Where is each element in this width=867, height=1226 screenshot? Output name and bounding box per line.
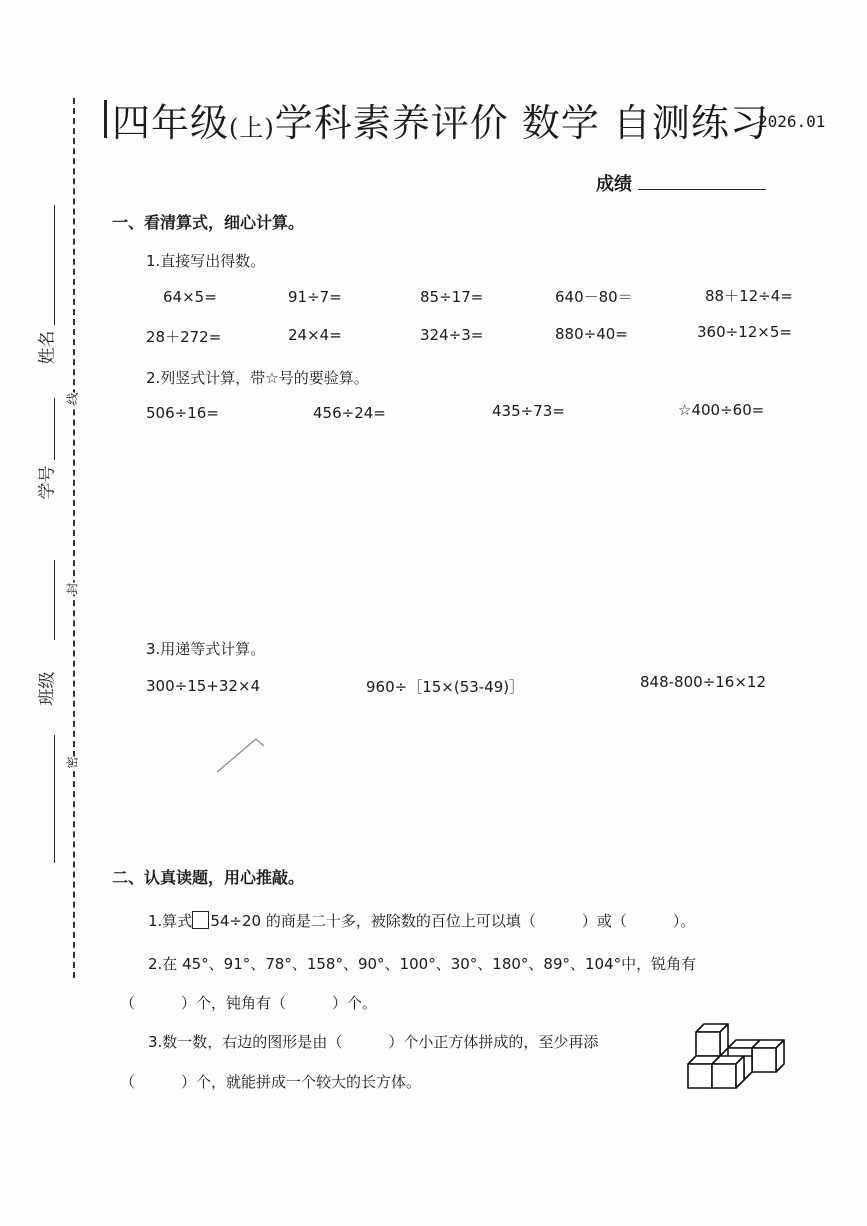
binding-dashed-line: [73, 98, 75, 978]
s2-q3-d: ）个，就能拼成一个较大的长方体。: [181, 1073, 422, 1091]
s2-q1-prefix: 1.算式: [148, 912, 193, 930]
s2-q1-end: ）。: [672, 912, 696, 930]
s2-question-3-line2: [120, 1071, 421, 1092]
q1-label: 1.直接写出得数。: [146, 252, 266, 270]
s2-question-3-line1: [148, 1031, 598, 1052]
section2-heading: 二、认真读题，用心推敲。: [112, 868, 305, 887]
calc-item: 85÷17=: [420, 288, 484, 306]
vertical-calc-item: 456÷24=: [313, 404, 386, 422]
calc-item: 28＋272=: [146, 328, 222, 346]
calc-item: 324÷3=: [420, 326, 484, 344]
s2-q3-c: （: [120, 1073, 136, 1091]
calc-item: 360÷12×5=: [697, 323, 792, 341]
number-blank-line: [54, 398, 55, 460]
vertical-calc-item: 506÷16=: [146, 404, 219, 422]
calc-item: 880÷40=: [555, 325, 628, 343]
s2-question-1: [148, 910, 695, 931]
title-grade: 四年级: [112, 101, 230, 145]
s2-question-2-line2: [120, 992, 377, 1013]
q2-label: 2.列竖式计算，带☆号的要验算。: [146, 369, 369, 387]
q3-label: 3.用递等式计算。: [146, 640, 266, 658]
s2-q3-a: 3.数一数，右边的图形是由（: [148, 1033, 343, 1051]
seal-mark-seal: 封: [62, 582, 83, 594]
s2-q1-mid2: ）或（: [581, 912, 627, 930]
digit-box[interactable]: [192, 911, 209, 929]
seal-mark-secret: 密: [62, 756, 83, 768]
s2-q2-b: ）个，钝角有（: [181, 994, 287, 1012]
extra-blank-line: [54, 735, 55, 863]
score-blank[interactable]: [638, 189, 766, 190]
name-blank-line: [54, 205, 55, 325]
exam-date: 2026.01: [758, 112, 826, 131]
calc-item: 91÷7=: [288, 288, 342, 306]
cube-figure: [684, 1018, 796, 1098]
calc-item: 64×5=: [163, 288, 217, 306]
stepwise-calc-item: 300÷15+32×4: [146, 677, 261, 695]
score-label: 成绩: [596, 174, 632, 195]
vertical-calc-item: ☆400÷60=: [678, 401, 765, 419]
s2-q3-b: ）个小正方体拼成的，至少再添: [388, 1033, 599, 1051]
number-label: 学号: [37, 465, 58, 500]
s2-q1-middle: 54÷20 的商是二十多，被除数的百位上可以填（: [210, 912, 536, 930]
calc-item: 640－80＝: [555, 288, 633, 306]
s2-q2-c: ）个。: [332, 994, 378, 1012]
calc-item: 24×4=: [288, 326, 342, 344]
pen-mark: [214, 736, 266, 776]
stepwise-calc-item: 848-800÷16×12: [640, 673, 766, 691]
name-label: 姓名: [37, 330, 58, 365]
page-title: [112, 92, 769, 147]
title-term: (上): [229, 114, 275, 142]
s2-q2-a: （: [120, 994, 136, 1012]
stepwise-calc-item: 960÷［15×(53-49)］: [366, 678, 525, 696]
section1-heading: 一、看清算式，细心计算。: [112, 213, 305, 232]
vertical-calc-item: 435÷73=: [492, 402, 565, 420]
calc-item: 88＋12÷4=: [705, 287, 793, 305]
class-label: 班级: [37, 671, 58, 706]
class-blank-line: [54, 560, 55, 640]
s2-question-2-line1: 2.在 45°、91°、78°、158°、90°、100°、30°、180°、89°、104°中，锐角有: [148, 955, 697, 973]
title-subject: 学科素养评价 数学 自测练习: [274, 101, 769, 145]
seal-mark-line: 线: [62, 392, 83, 404]
title-bar: [104, 100, 107, 138]
